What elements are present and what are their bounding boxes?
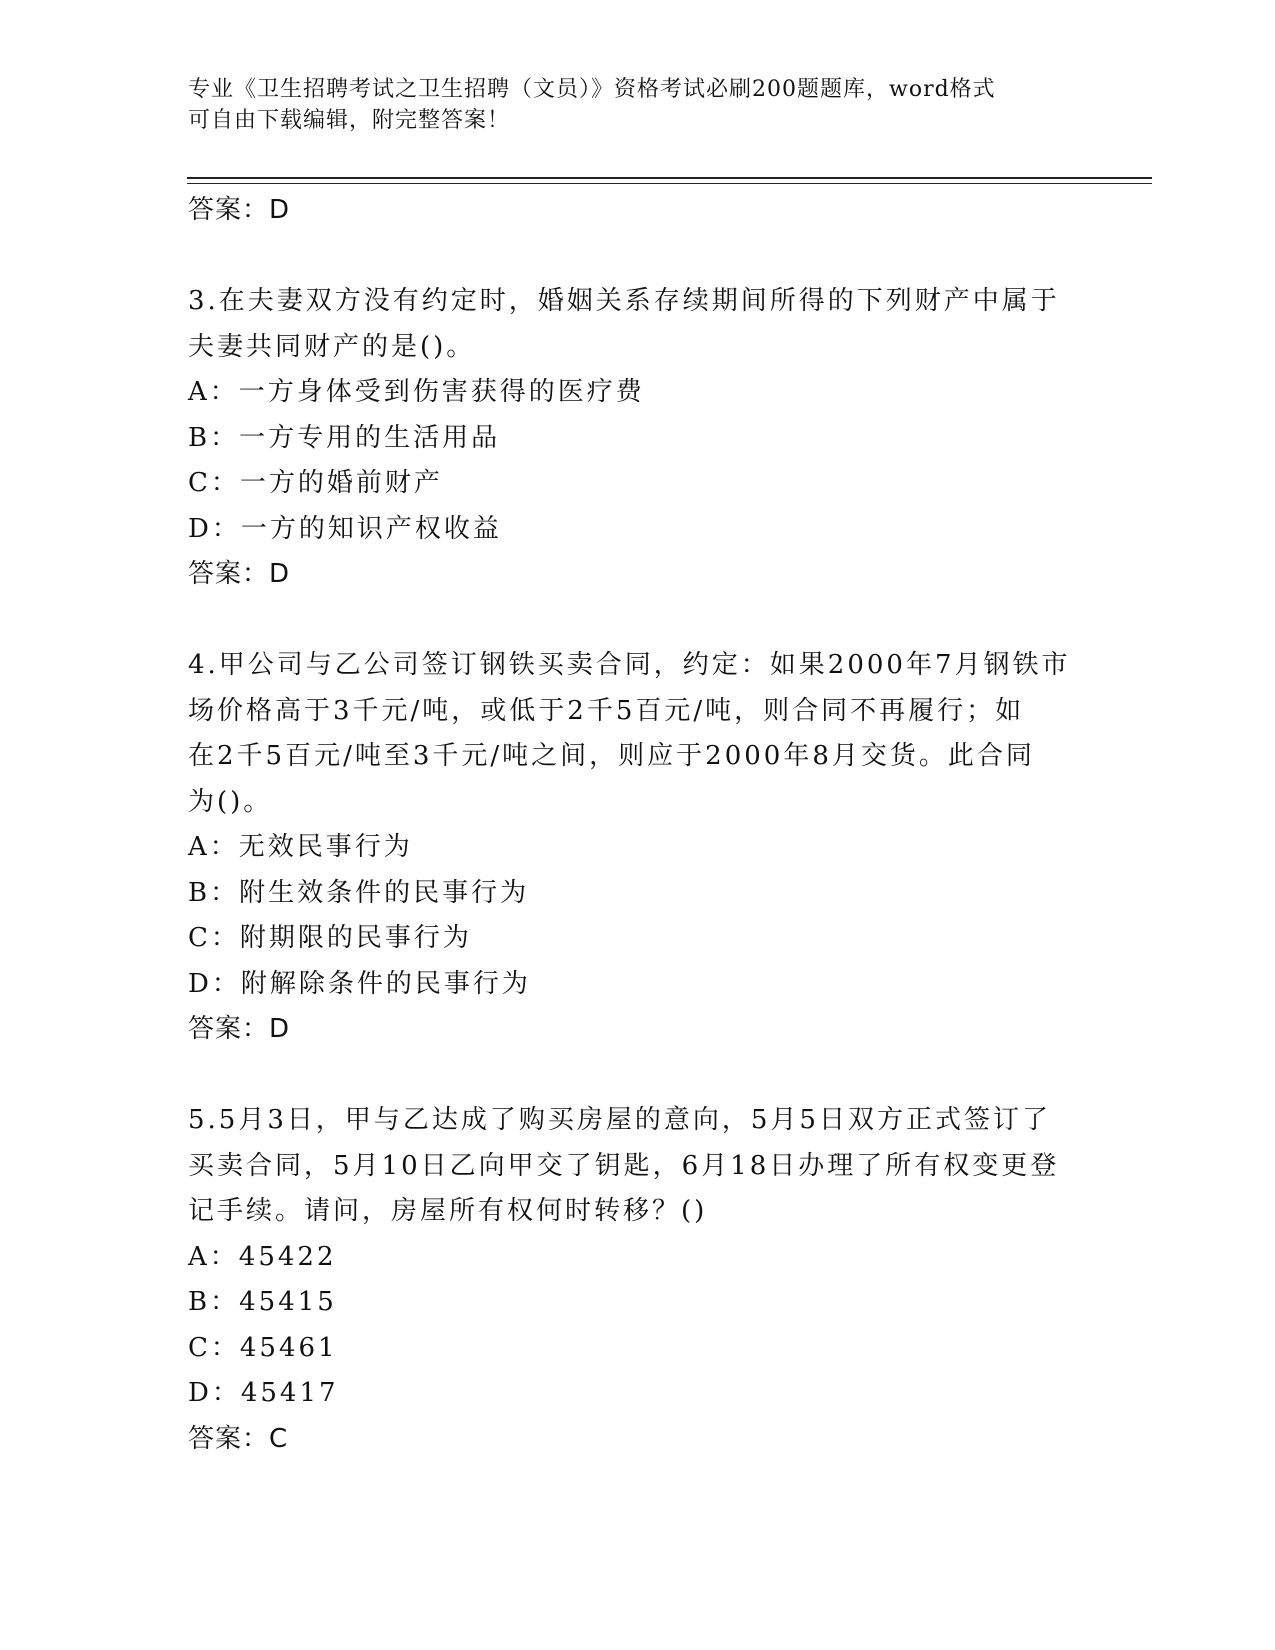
question-stem-line: 5.5月3日，甲与乙达成了购买房屋的意向，5月5日双方正式签订了 (188, 1105, 1051, 1135)
question-stem-line: 记手续。请问，房屋所有权何时转移？() (188, 1196, 708, 1226)
option-d: D：附解除条件的民事行为 (188, 968, 531, 999)
option-c: C：45461 (188, 1332, 338, 1363)
previous-question-answer: 答案：D (188, 195, 291, 225)
option-a: A：无效民事行为 (188, 832, 413, 862)
document-header (188, 74, 1088, 136)
answer-label: 答案：C (188, 1423, 289, 1454)
header-title-line-1: 专业《卫生招聘考试之卫生招聘（文员）》资格考试必刷200题题库，word格式 (188, 77, 996, 102)
header-rule-thin (187, 183, 1152, 184)
question-stem-line: 夫妻共同财产的是()。 (188, 331, 476, 362)
question-4 (188, 643, 1088, 1053)
question-stem-line: 4.甲公司与乙公司签订钢铁买卖合同，约定：如果2000年7月钢铁市 (188, 650, 1071, 680)
option-c: C：附期限的民事行为 (188, 923, 472, 953)
answer-label: 答案：D (188, 1014, 291, 1044)
question-stem-line: 为()。 (188, 786, 273, 817)
option-a: A：45422 (188, 1241, 337, 1272)
option-c: C：一方的婚前财产 (188, 468, 443, 498)
spacer (188, 1053, 1088, 1099)
option-b: B：附生效条件的民事行为 (188, 877, 530, 908)
document-body (188, 188, 1088, 1462)
question-stem-line: 3.在夫妻双方没有约定时，婚姻关系存续期间所得的下列财产中属于 (188, 286, 1060, 316)
option-b: B：一方专用的生活用品 (188, 422, 501, 453)
option-d: D：一方的知识产权收益 (188, 513, 502, 544)
question-3 (188, 279, 1088, 598)
header-title-line-2: 可自由下载编辑，附完整答案！ (188, 108, 511, 133)
question-stem-line: 在2千5百元/吨至3千元/吨之间，则应于2000年8月交货。此合同 (188, 741, 1035, 771)
spacer (188, 234, 1088, 280)
question-stem-line: 买卖合同，5月10日乙向甲交了钥匙，6月18日办理了所有权变更登 (188, 1150, 1060, 1181)
option-b: B：45415 (188, 1287, 337, 1317)
answer-label: 答案：D (188, 559, 291, 589)
question-5 (188, 1098, 1088, 1462)
question-stem-line: 场价格高于3千元/吨，或低于2千5百元/吨，则合同不再履行；如 (188, 695, 1025, 726)
option-a: A：一方身体受到伤害获得的医疗费 (188, 377, 645, 407)
header-rule-thick (187, 177, 1152, 179)
spacer (188, 598, 1088, 644)
option-d: D：45417 (188, 1378, 339, 1408)
